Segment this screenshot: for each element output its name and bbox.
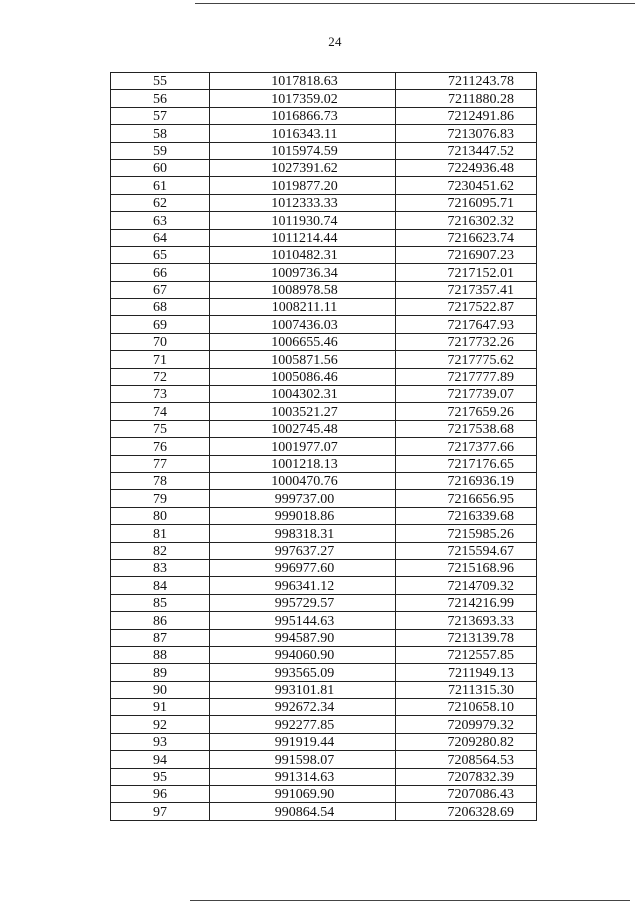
table-row (111, 646, 537, 663)
y-coordinate-cell: 7217176.65 (396, 455, 537, 472)
point-number-cell: 77 (111, 455, 210, 472)
x-coordinate-cell: 1001218.13 (210, 455, 396, 472)
table-row (111, 525, 537, 542)
table-row (111, 125, 537, 142)
y-coordinate-cell: 7217739.07 (396, 386, 537, 403)
x-coordinate-cell: 1019877.20 (210, 177, 396, 194)
x-coordinate-cell: 1016866.73 (210, 107, 396, 124)
point-number-cell: 89 (111, 664, 210, 681)
y-coordinate-cell: 7208564.53 (396, 751, 537, 768)
table-row (111, 768, 537, 785)
table-row (111, 73, 537, 90)
x-coordinate-cell: 1015974.59 (210, 142, 396, 159)
y-coordinate-cell: 7217775.62 (396, 351, 537, 368)
y-coordinate-cell: 7217777.89 (396, 368, 537, 385)
x-coordinate-cell: 993101.81 (210, 681, 396, 698)
table-row (111, 577, 537, 594)
point-number-cell: 81 (111, 525, 210, 542)
point-number-cell: 94 (111, 751, 210, 768)
point-number-cell: 80 (111, 507, 210, 524)
point-number-cell: 72 (111, 368, 210, 385)
scan-border-bottom (190, 900, 630, 901)
table-row (111, 681, 537, 698)
table-row (111, 403, 537, 420)
point-number-cell: 92 (111, 716, 210, 733)
x-coordinate-cell: 1007436.03 (210, 316, 396, 333)
point-number-cell: 86 (111, 612, 210, 629)
scan-border-top (195, 3, 635, 4)
y-coordinate-cell: 7209280.82 (396, 733, 537, 750)
y-coordinate-cell: 7207832.39 (396, 768, 537, 785)
y-coordinate-cell: 7206328.69 (396, 803, 537, 820)
x-coordinate-cell: 996977.60 (210, 559, 396, 576)
x-coordinate-cell: 991919.44 (210, 733, 396, 750)
point-number-cell: 84 (111, 577, 210, 594)
table-row (111, 212, 537, 229)
point-number-cell: 67 (111, 281, 210, 298)
point-number-cell: 73 (111, 386, 210, 403)
point-number-cell: 97 (111, 803, 210, 820)
point-number-cell: 95 (111, 768, 210, 785)
y-coordinate-cell: 7217659.26 (396, 403, 537, 420)
point-number-cell: 58 (111, 125, 210, 142)
table-row (111, 351, 537, 368)
x-coordinate-cell: 995144.63 (210, 612, 396, 629)
x-coordinate-cell: 991314.63 (210, 768, 396, 785)
y-coordinate-cell: 7210658.10 (396, 699, 537, 716)
x-coordinate-cell: 998318.31 (210, 525, 396, 542)
table-row (111, 386, 537, 403)
y-coordinate-cell: 7217647.93 (396, 316, 537, 333)
x-coordinate-cell: 1011214.44 (210, 229, 396, 246)
point-number-cell: 65 (111, 246, 210, 263)
table-row (111, 159, 537, 176)
table-row (111, 229, 537, 246)
x-coordinate-cell: 992672.34 (210, 699, 396, 716)
y-coordinate-cell: 7211315.30 (396, 681, 537, 698)
y-coordinate-cell: 7217152.01 (396, 264, 537, 281)
point-number-cell: 59 (111, 142, 210, 159)
coordinates-table-body (111, 73, 537, 821)
y-coordinate-cell: 7212557.85 (396, 646, 537, 663)
table-row (111, 507, 537, 524)
y-coordinate-cell: 7213139.78 (396, 629, 537, 646)
table-row (111, 142, 537, 159)
y-coordinate-cell: 7215985.26 (396, 525, 537, 542)
table-row (111, 699, 537, 716)
x-coordinate-cell: 1005086.46 (210, 368, 396, 385)
point-number-cell: 88 (111, 646, 210, 663)
point-number-cell: 85 (111, 594, 210, 611)
table-row (111, 177, 537, 194)
x-coordinate-cell: 1004302.31 (210, 386, 396, 403)
table-row (111, 455, 537, 472)
y-coordinate-cell: 7216623.74 (396, 229, 537, 246)
table-row (111, 264, 537, 281)
table-row (111, 559, 537, 576)
x-coordinate-cell: 1017359.02 (210, 90, 396, 107)
table-row (111, 786, 537, 803)
point-number-cell: 61 (111, 177, 210, 194)
table-row (111, 542, 537, 559)
table-row (111, 420, 537, 437)
point-number-cell: 68 (111, 299, 210, 316)
table-row (111, 751, 537, 768)
table-row (111, 299, 537, 316)
point-number-cell: 90 (111, 681, 210, 698)
point-number-cell: 66 (111, 264, 210, 281)
point-number-cell: 69 (111, 316, 210, 333)
table-row (111, 194, 537, 211)
table-row (111, 594, 537, 611)
point-number-cell: 93 (111, 733, 210, 750)
point-number-cell: 96 (111, 786, 210, 803)
point-number-cell: 78 (111, 472, 210, 489)
x-coordinate-cell: 1010482.31 (210, 246, 396, 263)
x-coordinate-cell: 996341.12 (210, 577, 396, 594)
x-coordinate-cell: 1003521.27 (210, 403, 396, 420)
point-number-cell: 63 (111, 212, 210, 229)
x-coordinate-cell: 992277.85 (210, 716, 396, 733)
y-coordinate-cell: 7214216.99 (396, 594, 537, 611)
point-number-cell: 64 (111, 229, 210, 246)
point-number-cell: 57 (111, 107, 210, 124)
point-number-cell: 62 (111, 194, 210, 211)
y-coordinate-cell: 7217357.41 (396, 281, 537, 298)
x-coordinate-cell: 1006655.46 (210, 333, 396, 350)
table-row (111, 612, 537, 629)
table-row (111, 90, 537, 107)
table-row (111, 472, 537, 489)
x-coordinate-cell: 995729.57 (210, 594, 396, 611)
table-row (111, 803, 537, 820)
point-number-cell: 76 (111, 438, 210, 455)
point-number-cell: 82 (111, 542, 210, 559)
x-coordinate-cell: 1027391.62 (210, 159, 396, 176)
point-number-cell: 71 (111, 351, 210, 368)
point-number-cell: 75 (111, 420, 210, 437)
point-number-cell: 79 (111, 490, 210, 507)
x-coordinate-cell: 990864.54 (210, 803, 396, 820)
x-coordinate-cell: 1017818.63 (210, 73, 396, 90)
x-coordinate-cell: 993565.09 (210, 664, 396, 681)
y-coordinate-cell: 7207086.43 (396, 786, 537, 803)
table-row (111, 368, 537, 385)
table-row (111, 716, 537, 733)
table-row (111, 438, 537, 455)
y-coordinate-cell: 7214709.32 (396, 577, 537, 594)
y-coordinate-cell: 7213447.52 (396, 142, 537, 159)
y-coordinate-cell: 7217538.68 (396, 420, 537, 437)
table-row (111, 733, 537, 750)
x-coordinate-cell: 1008211.11 (210, 299, 396, 316)
y-coordinate-cell: 7217377.66 (396, 438, 537, 455)
y-coordinate-cell: 7212491.86 (396, 107, 537, 124)
page-number: 24 (328, 34, 342, 49)
y-coordinate-cell: 7224936.48 (396, 159, 537, 176)
table-row (111, 246, 537, 263)
y-coordinate-cell: 7215594.67 (396, 542, 537, 559)
y-coordinate-cell: 7211243.78 (396, 73, 537, 90)
y-coordinate-cell: 7230451.62 (396, 177, 537, 194)
x-coordinate-cell: 994060.90 (210, 646, 396, 663)
y-coordinate-cell: 7216339.68 (396, 507, 537, 524)
table-row (111, 490, 537, 507)
point-number-cell: 70 (111, 333, 210, 350)
y-coordinate-cell: 7215168.96 (396, 559, 537, 576)
x-coordinate-cell: 1001977.07 (210, 438, 396, 455)
y-coordinate-cell: 7213693.33 (396, 612, 537, 629)
x-coordinate-cell: 1005871.56 (210, 351, 396, 368)
x-coordinate-cell: 991598.07 (210, 751, 396, 768)
x-coordinate-cell: 1016343.11 (210, 125, 396, 142)
table-row (111, 629, 537, 646)
table-row (111, 316, 537, 333)
y-coordinate-cell: 7216302.32 (396, 212, 537, 229)
table-row (111, 333, 537, 350)
x-coordinate-cell: 1008978.58 (210, 281, 396, 298)
y-coordinate-cell: 7216095.71 (396, 194, 537, 211)
y-coordinate-cell: 7216907.23 (396, 246, 537, 263)
x-coordinate-cell: 999018.86 (210, 507, 396, 524)
point-number-cell: 74 (111, 403, 210, 420)
point-number-cell: 87 (111, 629, 210, 646)
y-coordinate-cell: 7216656.95 (396, 490, 537, 507)
x-coordinate-cell: 999737.00 (210, 490, 396, 507)
point-number-cell: 83 (111, 559, 210, 576)
x-coordinate-cell: 991069.90 (210, 786, 396, 803)
y-coordinate-cell: 7209979.32 (396, 716, 537, 733)
point-number-cell: 60 (111, 159, 210, 176)
x-coordinate-cell: 1009736.34 (210, 264, 396, 281)
table-row (111, 281, 537, 298)
x-coordinate-cell: 1011930.74 (210, 212, 396, 229)
y-coordinate-cell: 7217522.87 (396, 299, 537, 316)
x-coordinate-cell: 1012333.33 (210, 194, 396, 211)
x-coordinate-cell: 1002745.48 (210, 420, 396, 437)
x-coordinate-cell: 997637.27 (210, 542, 396, 559)
y-coordinate-cell: 7211880.28 (396, 90, 537, 107)
y-coordinate-cell: 7211949.13 (396, 664, 537, 681)
y-coordinate-cell: 7217732.26 (396, 333, 537, 350)
point-number-cell: 56 (111, 90, 210, 107)
x-coordinate-cell: 994587.90 (210, 629, 396, 646)
table-row (111, 664, 537, 681)
y-coordinate-cell: 7216936.19 (396, 472, 537, 489)
point-number-cell: 55 (111, 73, 210, 90)
coordinates-table (110, 72, 537, 821)
point-number-cell: 91 (111, 699, 210, 716)
table-row (111, 107, 537, 124)
y-coordinate-cell: 7213076.83 (396, 125, 537, 142)
x-coordinate-cell: 1000470.76 (210, 472, 396, 489)
